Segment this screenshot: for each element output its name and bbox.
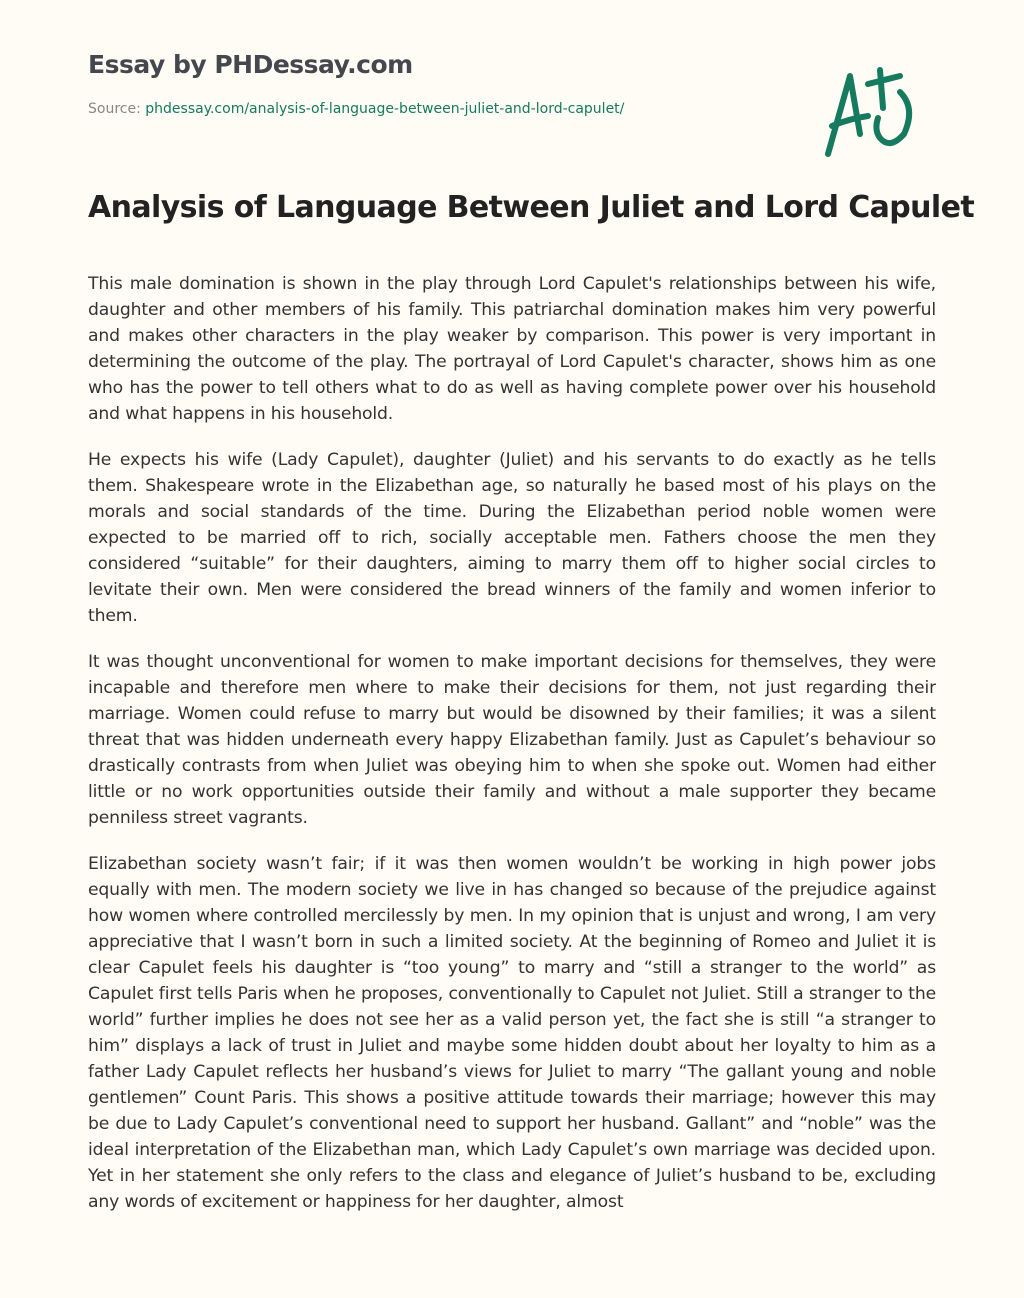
paragraph: He expects his wife (Lady Capulet), daughter (Juliet) and his servants to do exactly as he tells them. Shakespeare wrote in the Elizabethan age, so naturally he based most of his plays on the morals and social standards of the time. During the Elizabethan period noble women were expected to be married off to rich, socially acceptable men. Fathers choose the men they considered “suitable” for their daughters, aiming to marry them off to higher social circles to levitate their own. Men were considered the bread winners of the family and women inferior to them.	[88, 450, 936, 626]
paragraph: This male domination is shown in the play through Lord Capulet's relationships between his wife, daughter and other members of his family. This patriarchal domination makes him very powerful and makes other characters in the play weaker by comparison. This power is very important in determining the outcome of the play. The portrayal of Lord Capulet's character, shows him as one who has the power to tell others what to do as well as having complete power over his household and what happens in his household.	[88, 274, 936, 424]
essay-body	[88, 271, 936, 1293]
essay-title: Analysis of Language Between Juliet and Lord Capulet	[88, 190, 975, 225]
paragraph: Elizabethan society wasn’t fair; if it was then women wouldn’t be working in high power jobs equally with men. The modern society we live in has changed so because of the prejudice against how women where controlled mercilessly by men. In my opinion that is unjust and wrong, I am very appreciative that I wasn’t born in such a limited society. At the beginning of Romeo and Juliet it is clear Capulet feels his daughter is “too young” to marry and “still a stranger to the world” as Capulet first tells Paris when he proposes, conventionally to Capulet not Juliet. Still a stranger to the world” further implies he does not see her as a valid person yet, the fact she is still “a stranger to him” displays a lack of trust in Juliet and maybe some hidden doubt about her loyalty to him as a father Lady Capulet reflects her husband’s views for Juliet to marry “The gallant young and noble gentlemen” Count Paris. This shows a positive attitude towards their marriage; however this may be due to Lady Capulet’s conventional need to support her husband. Gallant” and “noble” was the ideal interpretation of the Elizabethan man, which Lady Capulet’s own marriage was decided upon. Yet in her statement she only refers to the class and elegance of Juliet’s husband to be, excluding any words of excitement or happiness for her daughter, almost	[88, 854, 936, 1212]
source-link[interactable]: phdessay.com/analysis-of-language-between-juliet-and-lord-capulet/	[145, 101, 625, 117]
source-line	[88, 101, 624, 117]
paragraph: It was thought unconventional for women to make important decisions for themselves, they were incapable and therefore men where to make their decisions for them, not just regarding their marriage. Women could refuse to marry but would be disowned by their families; it was a silent threat that was hidden underneath every happy Elizabethan family. Just as Capulet’s behaviour so drastically contrasts from when Juliet was obeying him to when she spoke out. Women had either little or no work opportunities outside their family and without a male supporter they became penniless street vagrants.	[88, 652, 936, 828]
source-label: Source:	[88, 101, 146, 117]
site-brand: Essay by PHDessay.com	[88, 50, 413, 79]
a-plus-logo-icon	[820, 64, 930, 160]
